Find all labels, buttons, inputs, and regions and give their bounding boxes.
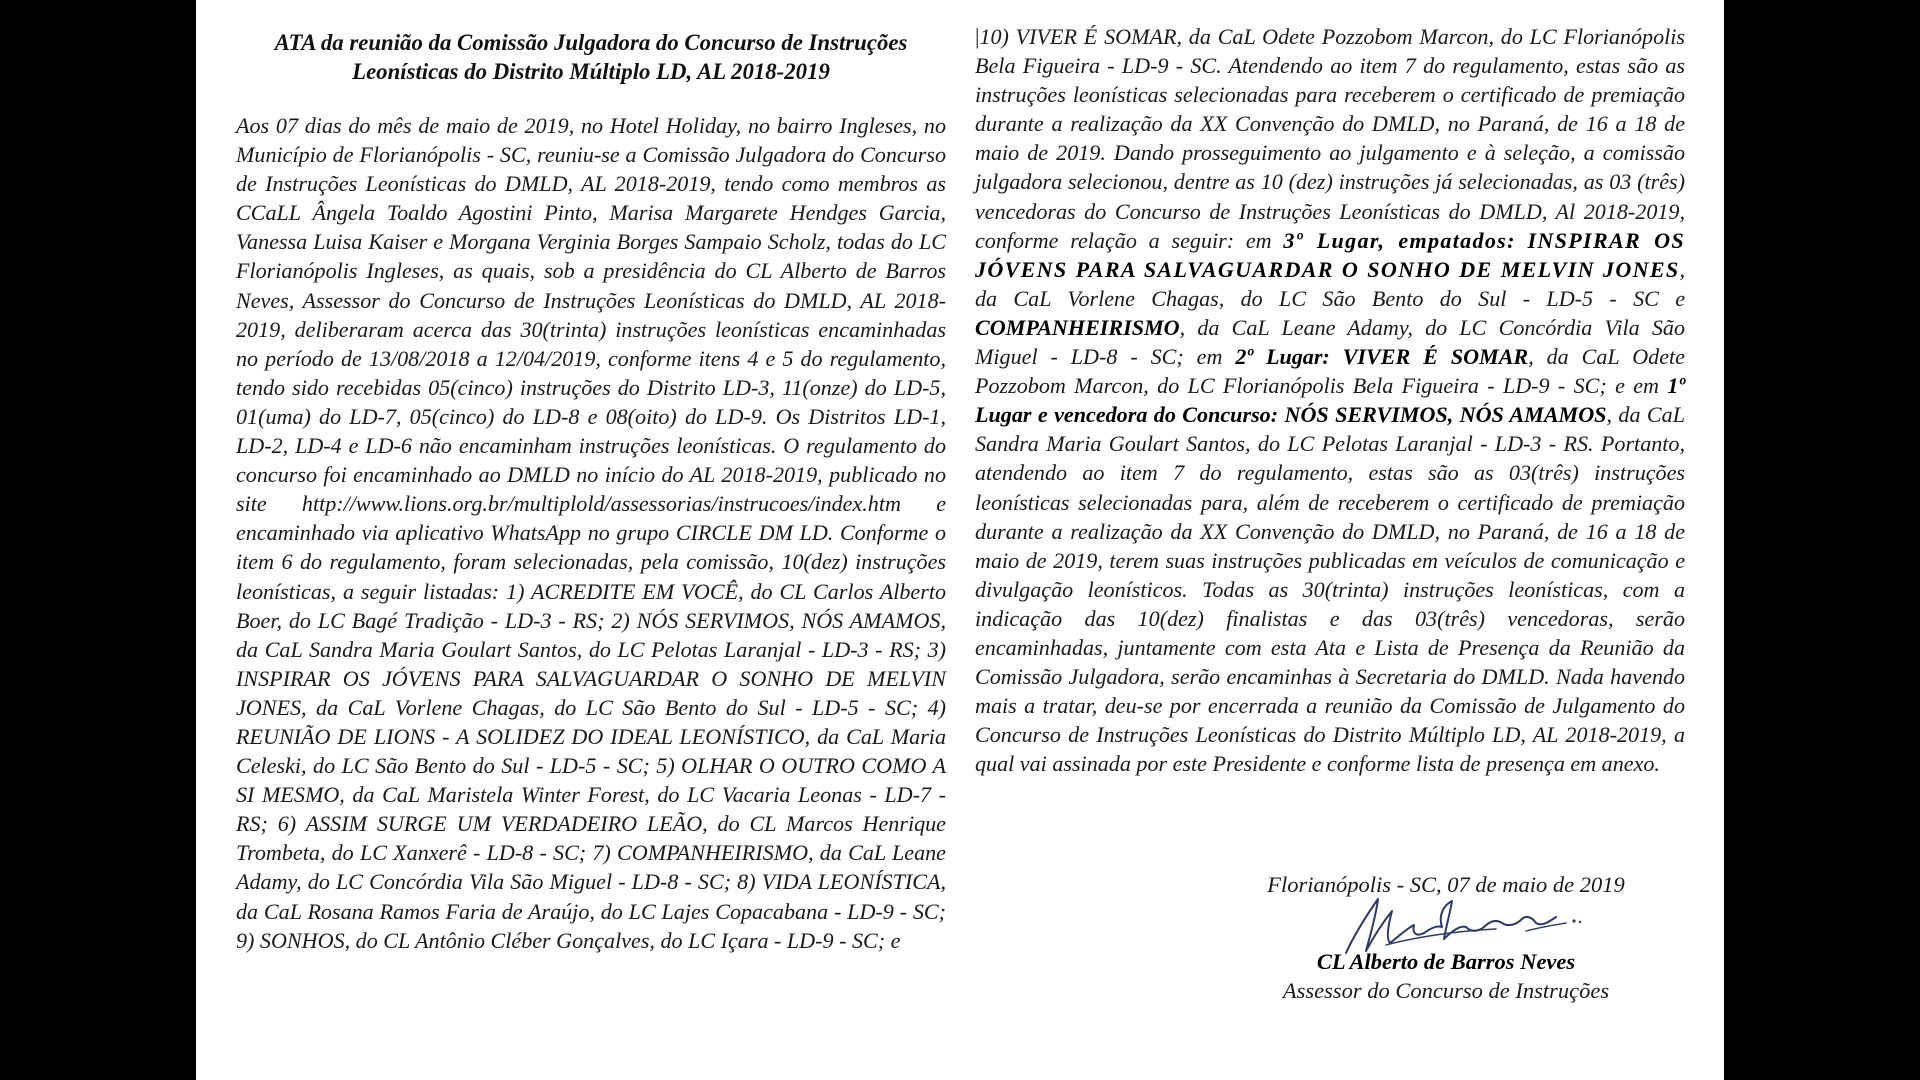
first-place-title: 1º Lugar e vencedora do Concurso: NÓS SERVIMOS, NÓS AMAMOS [975, 373, 1685, 428]
third-place-heading: 3º Lugar, empatados: [1283, 227, 1516, 253]
left-column [236, 22, 946, 955]
third-place-title-1: INSPIRAR OS JÓVENS PARA SALVAGUARDAR O SONHO DE MELVIN JONES [975, 227, 1685, 282]
left-body-paragraph: Aos 07 dias do mês de maio de 2019, no Hotel Holiday, no bairro Ingleses, no Município de Florianópolis - SC, reuniu-se a Comissão Julgadora do Concurso de Instruções Leonísticas do DMLD, AL 2018-2019, tendo como membros as CCaLL Ângela Toaldo Agostini Pinto, Marisa Margarete Hendges Garcia, Vanessa Luisa Kaiser e Morgana Verginia Borges Sampaio Scholz, todas do LC Florianópolis Ingleses, as quais, sob a presidência do CL Alberto de Barros Neves, Assessor do Concurso de Instruções Leonísticas do DMLD, AL 2018-2019, deliberaram acerca das 30(trinta) instruções leonísticas encaminhadas no período de 13/08/2018 a 12/04/2019, conforme itens 4 e 5 do regulamento, tendo sido recebidas 05(cinco) instruções do Distrito LD-3, 11(onze) do LD-5, 01(uma) do LD-7, 05(cinco) do LD-8 e 08(oito) do LD-9. Os Distritos LD-1, LD-2, LD-4 e LD-6 não encaminham instruções leonísticas. O regulamento do concurso foi encaminhado ao DMLD no início do AL 2018-2019, publicado no site http://www.lions.org.br/multiplold/assessorias/instrucoes/index.htm e encaminhado via aplicativo WhatsApp no grupo CIRCLE DM LD. Conforme o item 6 do regulamento, foram selecionadas, pela comissão, 10(dez) instruções leonísticas, a seguir listadas: 1) ACREDITE EM VOCÊ, do CL Carlos Alberto Boer, do LC Bagé Tradição - LD-3 - RS; 2) NÓS SERVIMOS, NÓS AMAMOS, da CaL Sandra Maria Goulart Santos, do LC Pelotas Laranjal - LD-3 - RS; 3) INSPIRAR OS JÓVENS PARA SALVAGUARDAR O SONHO DE MELVIN JONES, da CaL Vorlene Chagas, do LC São Bento do Sul - LD-5 - SC; 4) REUNIÃO DE LIONS - A SOLIDEZ DO IDEAL LEONÍSTICO, da CaL Maria Celeski, do LC São Bento do Sul - LD-5 - SC; 5) OLHAR O OUTRO COMO A SI MESMO, da CaL Maristela Winter Forest, do LC Vacaria Leonas - LD-7 - RS; 6) ASSIM SURGE UM VERDADEIRO LEÃO, do CL Marcos Henrique Trombeta, do LC Xanxerê - LD-8 - SC; 7) COMPANHEIRISMO, da CaL Leane Adamy, do LC Concórdia Vila São Miguel - LD-8 - SC; 8) VIDA LEONÍSTICA, da CaL Rosana Ramos Faria de Araújo, do LC Lajes Copacabana - LD-9 - SC; 9) SONHOS, do CL Antônio Cléber Gonçalves, do LC Içara - LD-9 - SC; e [236, 113, 946, 953]
signatory-role: Assessor do Concurso de Instruções [1282, 978, 1610, 1003]
right-text-5: , da CaL Sandra Maria Goulart Santos, do LC Pelotas Laranjal - LD-3 - RS. Portanto, atendendo ao item 7 do regulamento, estas são as 03(três) instruções leonísticas selecionadas para, além de receberem o certificado de premiação durante a realização da XX Convenção do DMLD, no Paraná, de 16 a 18 de maio de 2019, terem suas instruções publicadas em veículos de comunicação e divulgação leonísticos. Todas as 30(trinta) instruções leonísticas, com a indicação das 10(dez) finalistas e das 03(três) vencedoras, serão encaminhadas, juntamente com esta Ata e Lista de Presença da Reunião da Comissão Julgadora, serão encaminhas à Secretaria do DMLD. Nada havendo mais a tratar, deu-se por encerrada a reunião da Comissão de Julgamento do Concurso de Instruções Leonísticas do Distrito Múltiplo LD, AL 2018-2019, a qual vai assinada por este Presidente e conforme lista de presença em anexo. [975, 402, 1685, 777]
right-text-2: , da CaL Vorlene Chagas, do LC São Bento do Sul - LD-5 - SC e [975, 256, 1685, 311]
document-title [248, 28, 934, 86]
title-line-1: ATA da reunião da Comissão Julgadora do Concurso de Instruções [274, 30, 908, 55]
right-column [975, 22, 1685, 778]
column-bar: | [975, 24, 980, 49]
title-line-2: Leonísticas do Distrito Múltiplo LD, AL 2018-2019 [352, 59, 830, 84]
right-text-4: , da CaL Odete Pozzobom Marcon, do LC Florianópolis Bela Figueira - LD-9 - SC; e em [975, 344, 1685, 399]
signatory-name: CL Alberto de Barros Neves [1316, 949, 1576, 974]
place-and-date: Florianópolis - SC, 07 de maio de 2019 [1267, 872, 1625, 897]
right-text-1: 10) VIVER É SOMAR, da CaL Odete Pozzobom Marcon, do LC Florianópolis Bela Figueira - LD-9 - SC. Atendendo ao item 7 do regulamento, estas são as instruções leonísticas selecionadas para receberem o certificado de premiação durante a realização da XX Convenção do DMLD, no Paraná, de 16 a 18 de maio de 2019. Dando prosseguimento ao julgamento e à seleção, a comissão julgadora selecionou, dentre as 10 (dez) instruções já selecionadas, as 03 (três) vencedoras do Concurso de Instruções Leonísticas do DMLD, Al 2018-2019, conforme relação a seguir: em [975, 24, 1685, 253]
second-place-title: 2º Lugar: VIVER É SOMAR [1235, 344, 1529, 370]
document-page [196, 0, 1724, 1080]
right-body-paragraph [975, 22, 1685, 778]
right-text-3: , da CaL Leane Adamy, do LC Concórdia Vila São Miguel - LD-8 - SC; em [975, 314, 1685, 370]
signature-block [1236, 870, 1656, 1005]
third-place-title-2: COMPANHEIRISMO [975, 314, 1180, 340]
